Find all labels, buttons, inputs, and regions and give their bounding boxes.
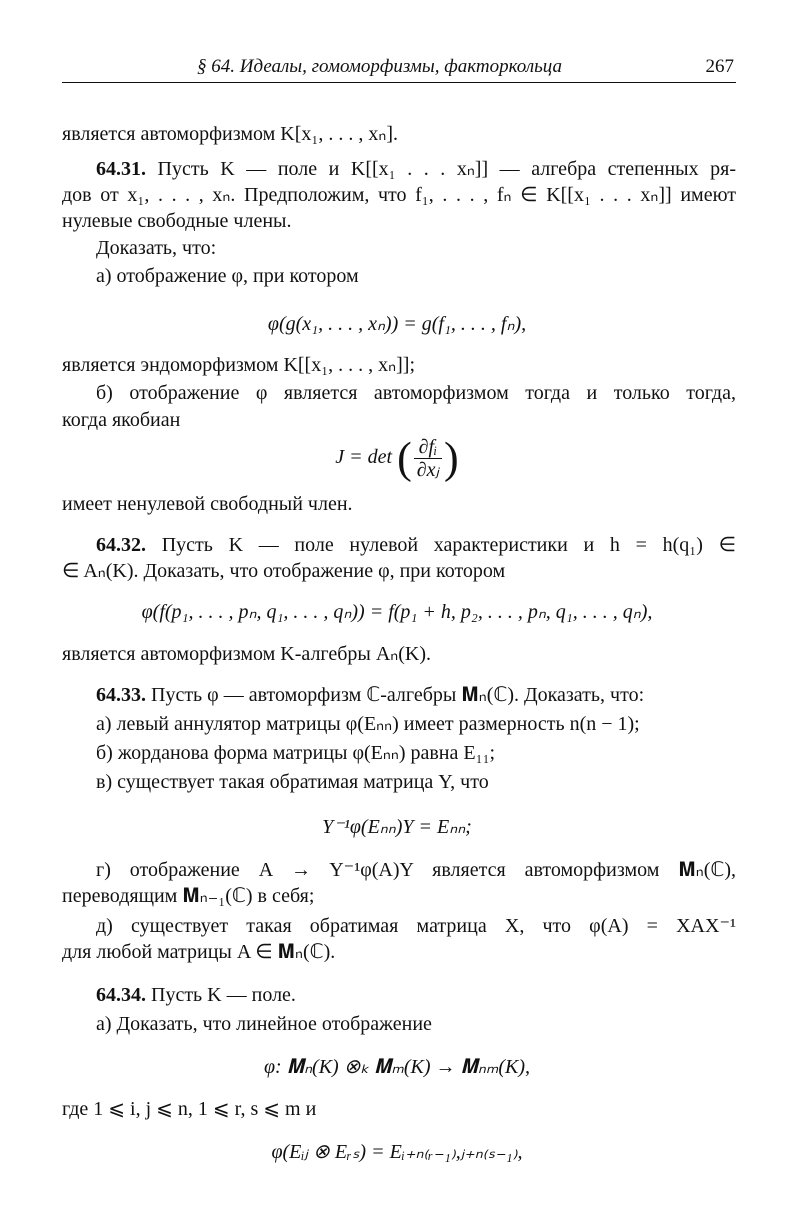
text-line: является эндоморфизмом K[[x₁, . . . , xₙ]]; <box>62 354 416 376</box>
fraction-numerator: ∂fᵢ <box>414 436 442 459</box>
problem-64-33-line <box>96 683 644 707</box>
problem-number: 64.32. <box>96 534 146 556</box>
running-header <box>62 56 736 83</box>
formula: Y⁻¹φ(Eₙₙ)Y = Eₙₙ; <box>322 816 472 838</box>
section-title: § 64. Идеалы, гомоморфизмы, факторкольца <box>197 56 562 77</box>
text-line: где 1 ⩽ i, j ⩽ n, 1 ⩽ r, s ⩽ m и <box>62 1098 317 1120</box>
text-line: Доказать, что: <box>96 237 217 259</box>
text-line: нулевые свободные члены. <box>62 210 292 232</box>
text-line: б) жорданова форма матрицы φ(Eₙₙ) равна E₁₁; <box>96 742 496 764</box>
text-line: ∈ Aₙ(K). Доказать, что отображение φ, при котором <box>62 560 506 582</box>
problem-64-31-line <box>96 157 736 181</box>
text-line: а) отображение φ, при котором <box>96 265 359 287</box>
page-number: 267 <box>705 56 734 77</box>
left-paren: ( <box>397 433 412 483</box>
fraction <box>414 436 442 481</box>
problem-64-34-line <box>96 983 296 1007</box>
text-line: имеет ненулевой свободный член. <box>62 493 353 515</box>
right-paren: ) <box>444 433 459 483</box>
formula: φ: 𝐌ₙ(K) ⊗ₖ 𝐌ₘ(K) → 𝐌ₙₘ(K), <box>263 1056 531 1078</box>
formula: φ(Eᵢⱼ ⊗ Eᵣₛ) = Eᵢ₊ₙ₍ᵣ₋₁₎,ⱼ₊ₙ₍ₛ₋₁₎, <box>271 1141 523 1163</box>
text-line: в) существует такая обратимая матрица Y, что <box>96 771 489 793</box>
formula-lhs: J = det <box>335 446 393 468</box>
formula: φ(f(p₁, . . . , pₙ, q₁, . . . , qₙ)) = f(p₁ + h, p₂, . . . , pₙ, q₁, . . . , qₙ), <box>141 601 653 623</box>
text-span: Пусть φ — автоморфизм ℂ-алгебры 𝐌ₙ(ℂ). Доказать, что: <box>151 684 645 706</box>
jacobian-formula <box>0 432 794 482</box>
text-line: д) существует такая обратимая матрица X, что φ(A) = XAX⁻¹ <box>96 915 736 937</box>
text-line: а) левый аннулятор матрицы φ(Eₙₙ) имеет размерность n(n − 1); <box>96 713 640 735</box>
formula: φ(g(x₁, . . . , xₙ)) = g(f₁, . . . , fₙ), <box>267 313 527 335</box>
text-line: является автоморфизмом K[x₁, . . . , xₙ]. <box>62 123 398 145</box>
text-line: дов от x₁, . . . , xₙ. Предположим, что f₁, . . . , fₙ ∈ K[[x₁ . . . xₙ]] имеют <box>62 184 736 206</box>
problem-number: 64.33. <box>96 684 146 706</box>
text-line: б) отображение φ является автоморфизмом тогда и только тогда, <box>96 382 736 404</box>
problem-64-32-line <box>96 533 736 557</box>
problem-number: 64.31. <box>96 158 146 180</box>
fraction-denominator: ∂xⱼ <box>416 458 440 481</box>
text-line: г) отображение A → Y⁻¹φ(A)Y является автоморфизмом 𝐌ₙ(ℂ), <box>96 859 736 881</box>
text-span: Пусть K — поле и K[[x₁ . . . xₙ]] — алгебра степенных ря- <box>157 158 736 180</box>
text-span: Пусть K — поле. <box>151 984 296 1006</box>
text-line: переводящим 𝐌ₙ₋₁(ℂ) в себя; <box>62 885 315 907</box>
text-line: является автоморфизмом K-алгебры Aₙ(K). <box>62 643 432 665</box>
text-span: Пусть K — поле нулевой характеристики и h = h(q₁) ∈ <box>161 534 736 556</box>
text-line: а) Доказать, что линейное отображение <box>96 1013 432 1035</box>
text-line: для любой матрицы A ∈ 𝐌ₙ(ℂ). <box>62 941 336 963</box>
text-line: когда якобиан <box>62 409 181 431</box>
problem-number: 64.34. <box>96 984 146 1006</box>
